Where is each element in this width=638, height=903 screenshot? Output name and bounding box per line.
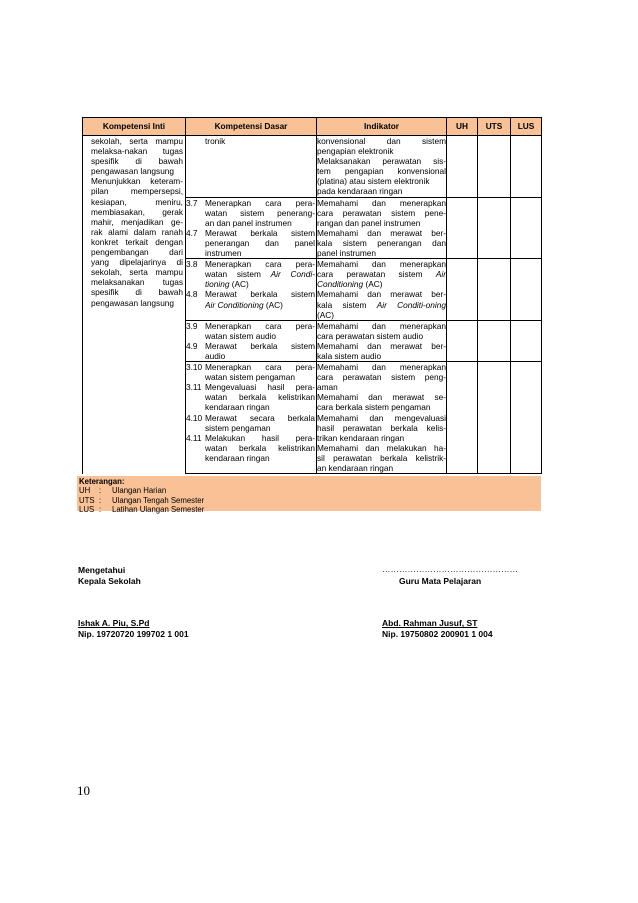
indikator-cell (317, 259, 447, 321)
kd-item (186, 228, 316, 258)
ki-line: membiasakan, gerak (91, 206, 183, 217)
indikator-line: Memahami dan menerapkan (317, 197, 446, 208)
indikator-line: Memahami dan mengevaluasi (317, 412, 446, 423)
ki-line: sekolah, serta mampu (91, 136, 183, 146)
indikator-line: Memahami dan menerapkan (317, 320, 446, 331)
kd-number: 3.11 (186, 382, 202, 393)
header-indikator: Indikator (317, 118, 447, 136)
kd-line: instrumen (205, 248, 242, 259)
kd-item (186, 259, 316, 289)
kd-number: 3.8 (186, 259, 198, 270)
kd-line: Menerapkan cara pera- (205, 320, 315, 331)
ki-line: spesifik di bawah (91, 156, 183, 167)
indikator-line: (platina) atau sistem elektronik (317, 176, 430, 187)
kepala-sekolah-name: Ishak A. Piu, S.Pd (78, 618, 150, 628)
kd-text (205, 228, 316, 258)
indikator-line: cara perawatan sistem audio (317, 330, 424, 341)
indikator-line: an kendaraan ringan (317, 463, 394, 473)
kompetensi-dasar-cell (186, 320, 317, 361)
lus-cell (511, 197, 542, 259)
keterangan-box (77, 476, 541, 515)
indikator-line: hasil perawatan berkala kelis- (317, 422, 446, 433)
indikator-line: trikan kendaraan ringan (317, 432, 405, 443)
indikator-line: pengapian elektronik (317, 146, 394, 157)
ki-line: pengawasan langsung (91, 297, 175, 308)
indikator-line: aman (317, 382, 338, 393)
kd-line: tronik (205, 136, 226, 146)
indikator-line: kala sistem penerangan dan (317, 237, 446, 248)
indikator-cell (317, 362, 447, 474)
indikator-line: cara perawatan sistem Air (317, 269, 446, 280)
ki-line: Menunjukkan keteram- (91, 176, 183, 187)
kd-line: watan sistem audio (205, 330, 277, 341)
indikator-line: Memahami dan merawat se- (317, 392, 446, 403)
keterangan-item (79, 505, 541, 514)
table-body (83, 136, 542, 474)
uh-cell (447, 136, 478, 198)
kepala-sekolah-nip: Nip. 19720720 199702 1 001 (78, 629, 189, 639)
kd-number: 3.9 (186, 320, 198, 331)
kd-item (186, 362, 316, 382)
kd-line: an dan panel instrumen (205, 217, 292, 228)
keterangan-sep: : (99, 495, 102, 505)
kd-line: Air Conditioning (AC) (205, 299, 283, 310)
indikator-line: cara berkala sistem pengaman (317, 402, 431, 413)
indikator-line: Memahami dan menerapkan (317, 259, 446, 270)
kd-item (186, 136, 316, 146)
guru-name: Abd. Rahman Jusuf, ST (382, 618, 478, 628)
kd-line: Melakukan hasil pera- (205, 432, 315, 443)
indikator-line: Memahami dan melakukan ha- (317, 442, 446, 453)
header-kompetensi-inti: Kompetensi Inti (83, 118, 186, 136)
ki-line: yang dipelajarinya di (91, 257, 183, 268)
lus-cell (511, 136, 542, 198)
kd-line: Mengevaluasi hasil pera- (205, 382, 315, 393)
kd-text (205, 413, 316, 433)
lus-cell (511, 320, 542, 361)
indikator-line: Memahami dan menerapkan (317, 362, 446, 373)
kd-line: watan sistem pengaman (205, 372, 295, 383)
kd-line: kendaraan ringan (205, 402, 270, 413)
kd-text (205, 136, 316, 146)
kd-text (205, 198, 316, 228)
keterangan-sep: : (99, 505, 102, 515)
indikator-line: rangan dan panel instrumen (317, 217, 421, 228)
ki-line: konkret terkait dengan (91, 236, 183, 247)
uts-cell (478, 259, 511, 321)
table-row (83, 136, 542, 198)
kd-line: audio (205, 350, 226, 361)
kd-item (186, 198, 316, 228)
uh-cell (447, 197, 478, 259)
signature-dots: ………………………………………… (382, 564, 518, 574)
ki-line: mahir, menjadikan ge- (91, 216, 183, 227)
indikator-line: (AC) (317, 309, 335, 320)
kd-line: Merawat secara berkala (205, 412, 315, 423)
kd-line: watan sistem penerang- (205, 207, 315, 218)
header-uh: UH (447, 118, 478, 136)
keterangan-item (79, 496, 541, 505)
uts-cell (478, 136, 511, 198)
kd-line: Menerapkan cara pera- (205, 197, 315, 208)
kd-number: 4.8 (186, 289, 198, 300)
uh-cell (447, 259, 478, 321)
uts-cell (478, 320, 511, 361)
indikator-line: konvensional dan sistem (317, 136, 446, 146)
indikator-line: panel instrumen (317, 248, 377, 259)
keterangan-abbr: LUS (79, 505, 95, 515)
kompetensi-dasar-cell (186, 136, 317, 198)
kompetensi-dasar-cell (186, 362, 317, 474)
ki-line: kesiapan, meniru, (91, 196, 183, 207)
ki-line: melaksa-nakan tugas (91, 146, 183, 157)
header-kompetensi-dasar: Kompetensi Dasar (186, 118, 317, 136)
indikator-cell (317, 197, 447, 259)
kd-number: 3.7 (186, 197, 198, 208)
table-header-row (83, 118, 542, 136)
ki-line: pengembangan dari (91, 247, 183, 258)
indikator-cell (317, 320, 447, 361)
lus-cell (511, 362, 542, 474)
indikator-line: kala sistem audio (317, 350, 382, 361)
kd-line: kendaraan ringan (205, 452, 270, 463)
indikator-line: cara perawatan sistem peng- (317, 372, 446, 383)
kd-item (186, 321, 316, 341)
ki-line: pilan mempersepsi, (91, 186, 183, 197)
keterangan-item (79, 486, 541, 495)
indikator-line: Melaksanakan perawatan sis- (317, 156, 446, 167)
kd-line: watan berkala kelistrikan (205, 442, 315, 453)
kd-number: 4.10 (186, 412, 203, 423)
indikator-line: sil perawatan berkala kelistrik- (317, 452, 446, 463)
kd-text (205, 321, 316, 341)
kd-item (186, 341, 316, 361)
kd-text (205, 341, 316, 361)
ki-line: melaksanakan tugas (91, 277, 183, 288)
kd-number: 4.7 (186, 227, 198, 238)
indikator-line: pada kendaraan ringan (317, 186, 403, 197)
uts-cell (478, 362, 511, 474)
kompetensi-inti-cell (83, 136, 186, 474)
kd-line: Menerapkan cara pera- (205, 259, 315, 270)
kd-line: Merawat berkala sistem (205, 227, 315, 238)
ki-line: sekolah, serta mampu (91, 267, 183, 278)
header-lus: LUS (511, 118, 542, 136)
kd-line: Menerapkan cara pera- (205, 362, 315, 373)
kd-item (186, 289, 316, 309)
ki-line: pengawasan langsung (91, 166, 175, 177)
keterangan-text: Latihan Ulangan Semester (112, 505, 205, 515)
keterangan-abbr: UTS (79, 495, 95, 505)
kd-text (205, 382, 316, 412)
kepala-sekolah-label: Kepala Sekolah (78, 576, 141, 586)
indikator-cell (317, 136, 447, 198)
keterangan-sep: : (99, 486, 102, 496)
indikator-line: kala sistem Air Conditi-oning (317, 299, 446, 310)
indikator-line: Memahami dan merawat ber- (317, 227, 446, 238)
kd-number: 4.9 (186, 340, 198, 351)
kd-text (205, 289, 316, 309)
kd-line: penerangan dan panel (205, 237, 315, 248)
kd-item (186, 413, 316, 433)
competency-table (82, 117, 542, 474)
uh-cell (447, 362, 478, 474)
keterangan-text: Ulangan Tengah Semester (112, 495, 205, 505)
uh-cell (447, 320, 478, 361)
kompetensi-dasar-cell (186, 259, 317, 321)
kd-line: tioning (AC) (205, 279, 249, 290)
kompetensi-dasar-cell (186, 197, 317, 259)
kd-line: Merawat berkala sistem (205, 340, 315, 351)
ki-line: rak alami dalam ranah (91, 226, 183, 237)
uts-cell (478, 197, 511, 259)
kd-text (205, 433, 316, 463)
kd-item (186, 433, 316, 463)
kd-number: 4.11 (186, 432, 202, 443)
keterangan-list (79, 486, 541, 514)
indikator-line: Memahami dan merawat ber- (317, 340, 446, 351)
page-number: 10 (77, 783, 90, 798)
kd-item (186, 382, 316, 412)
lus-cell (511, 259, 542, 321)
ki-line: spesifik di bawah (91, 287, 183, 298)
kd-number (186, 136, 205, 146)
indikator-line: Conditioning (AC) (317, 279, 383, 290)
kd-text (205, 259, 316, 289)
keterangan-title: Keterangan: (79, 477, 125, 486)
kd-line: watan berkala kelistrikan (205, 392, 315, 403)
kd-line: Merawat berkala sistem (205, 289, 315, 300)
indikator-line: Memahami dan merawat ber- (317, 289, 446, 300)
kd-number: 3.10 (186, 362, 203, 373)
kd-line: watan sistem Air Condi- (205, 269, 315, 280)
keterangan-abbr: UH (79, 486, 91, 496)
keterangan-text: Ulangan Harian (112, 486, 167, 496)
guru-nip: Nip. 19750802 200901 1 004 (382, 629, 493, 639)
mengetahui-label: Mengetahui (78, 565, 126, 575)
guru-label: Guru Mata Pelajaran (399, 576, 482, 586)
kd-line: sistem pengaman (205, 422, 271, 433)
indikator-line: cara perawatan sistem pene- (317, 207, 446, 218)
indikator-line: tem pengapian konvensional (317, 166, 446, 177)
header-uts: UTS (478, 118, 511, 136)
kd-text (205, 362, 316, 382)
